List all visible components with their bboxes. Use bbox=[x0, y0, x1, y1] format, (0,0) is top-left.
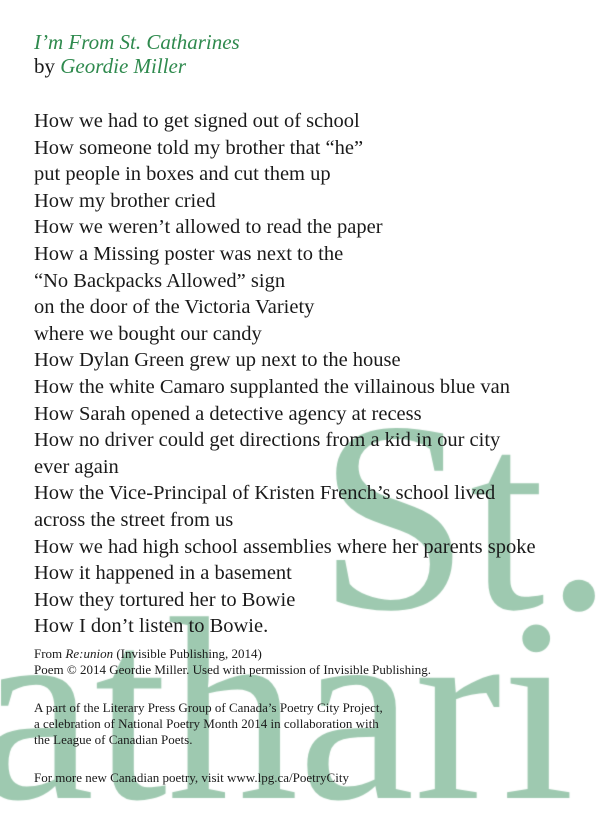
byline bbox=[34, 54, 240, 78]
copyright-line: Poem © 2014 Geordie Miller. Used with permission of Invisible Publishing. bbox=[34, 662, 431, 677]
poem-line: “No Backpacks Allowed” sign bbox=[34, 269, 286, 292]
author-name: Geordie Miller bbox=[60, 54, 187, 78]
project-line: A part of the Literary Press Group of Canada’s Poetry City Project, bbox=[34, 700, 383, 715]
poem-header bbox=[34, 30, 240, 78]
poem-line: How someone told my brother that “he” bbox=[34, 136, 364, 159]
poem-line: How Sarah opened a detective agency at recess bbox=[34, 402, 422, 425]
more-poetry-link-line: For more new Canadian poetry, visit www.lpg.ca/PoetryCity bbox=[34, 770, 349, 785]
poem-line: put people in boxes and cut them up bbox=[34, 163, 331, 186]
poem-line: How it happened in a basement bbox=[34, 562, 292, 585]
poem-line: across the street from us bbox=[34, 508, 234, 531]
poem-line: How I don’t listen to Bowie. bbox=[34, 615, 269, 638]
source-suffix: (Invisible Publishing, 2014) bbox=[113, 646, 262, 661]
source-book: Re:union bbox=[65, 646, 114, 661]
poem-line: How no driver could get directions from a kid in our city bbox=[34, 429, 501, 452]
source-prefix: From bbox=[34, 646, 66, 661]
project-line: a celebration of National Poetry Month 2014 in collaboration with bbox=[34, 716, 379, 731]
poem-line: How we had high school assemblies where her parents spoke bbox=[34, 535, 536, 558]
poem-line: ever again bbox=[34, 455, 119, 478]
poem-line: How the white Camaro supplanted the villainous blue van bbox=[34, 375, 510, 398]
poem-title: I’m From St. Catharines bbox=[34, 30, 240, 54]
poem-line: How my brother cried bbox=[34, 189, 216, 212]
project-line: the League of Canadian Poets. bbox=[34, 732, 193, 747]
poem-line: How a Missing poster was next to the bbox=[34, 242, 344, 265]
poem-line: How we had to get signed out of school bbox=[34, 110, 360, 132]
poem-line: on the door of the Victoria Variety bbox=[34, 296, 315, 319]
poem-body bbox=[34, 108, 536, 640]
source-line bbox=[34, 646, 431, 662]
poem-line: How they tortured her to Bowie bbox=[34, 588, 296, 611]
poem-line: How we weren’t allowed to read the paper bbox=[34, 216, 383, 239]
poem-line: where we bought our candy bbox=[34, 322, 262, 345]
poem-line: How Dylan Green grew up next to the house bbox=[34, 349, 401, 372]
project-credit bbox=[34, 700, 383, 748]
poem-line: How the Vice-Principal of Kristen French’s school lived bbox=[34, 482, 496, 505]
source-credit bbox=[34, 646, 431, 678]
by-label: by bbox=[34, 54, 55, 78]
